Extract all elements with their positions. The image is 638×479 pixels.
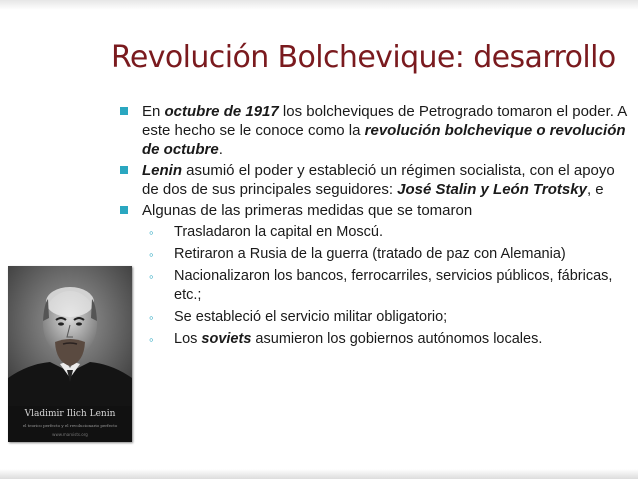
- square-bullet-icon: [120, 206, 128, 214]
- sub-item-text: asumieron los gobiernos autónomos locales.: [251, 331, 543, 347]
- sub-item: [118, 245, 630, 264]
- bullet-item: [118, 161, 630, 199]
- bullet-text: , e: [586, 181, 604, 198]
- bullet-item: [118, 102, 630, 159]
- slide-title: Revolución Bolchevique: desarrollo: [111, 40, 616, 75]
- bullet-text: Algunas de las primeras medidas que se tomaron: [142, 202, 473, 219]
- circle-bullet-icon: ◦: [149, 269, 154, 284]
- circle-bullet-icon: ◦: [149, 247, 154, 262]
- bullet-emphasis: José Stalin y León Trotsky: [397, 181, 587, 198]
- bullet-text: los bolcheviques de Petrogrado tomaron el poder. A este hecho se le conoce como la: [142, 103, 627, 139]
- bullet-emphasis: octubre de 1917: [164, 103, 279, 120]
- portrait-image: [8, 266, 132, 406]
- portrait-caption: Vladimir Ilich Lenin: [24, 409, 116, 419]
- bullet-emphasis: revolución bolchevique o revolución de octubre: [142, 122, 626, 158]
- slide-top-frame: [0, 0, 638, 10]
- sub-item: [118, 308, 630, 327]
- bullet-text: asumió el poder y estableció un régimen socialista, con el apoyo de dos de sus principales seguidores:: [142, 162, 615, 198]
- portrait-subcaption: el teorico perfecto y el revolucionario perfecto: [22, 423, 118, 428]
- sub-item: [118, 267, 630, 305]
- circle-bullet-icon: ◦: [149, 332, 154, 347]
- bullet-text: .: [218, 141, 223, 158]
- circle-bullet-icon: ◦: [149, 225, 154, 240]
- sub-item-text: Se estableció el servicio militar obligatorio;: [174, 309, 448, 325]
- circle-bullet-icon: ◦: [149, 310, 154, 325]
- sub-item-text: Trasladaron la capital en Moscú.: [174, 224, 384, 240]
- slide-content: [118, 102, 630, 352]
- slide-bottom-frame: [0, 469, 638, 479]
- sub-item: [118, 223, 630, 242]
- bullet-emphasis: Lenin: [142, 162, 182, 179]
- square-bullet-icon: [120, 107, 128, 115]
- sub-item: [118, 330, 630, 349]
- square-bullet-icon: [120, 166, 128, 174]
- sub-item-text: Los: [174, 331, 202, 347]
- bullet-text: En: [142, 103, 165, 120]
- sub-item-text: Retiraron a Rusia de la guerra (tratado de paz con Alemania): [174, 246, 566, 262]
- portrait-url: www.marxists.org: [52, 432, 88, 437]
- sub-item-text: Nacionalizaron los bancos, ferrocarriles, servicios públicos, fábricas, etc.;: [174, 268, 613, 303]
- sub-item-emphasis: soviets: [201, 331, 252, 347]
- bullet-item: [118, 201, 630, 220]
- lenin-portrait: [8, 266, 132, 442]
